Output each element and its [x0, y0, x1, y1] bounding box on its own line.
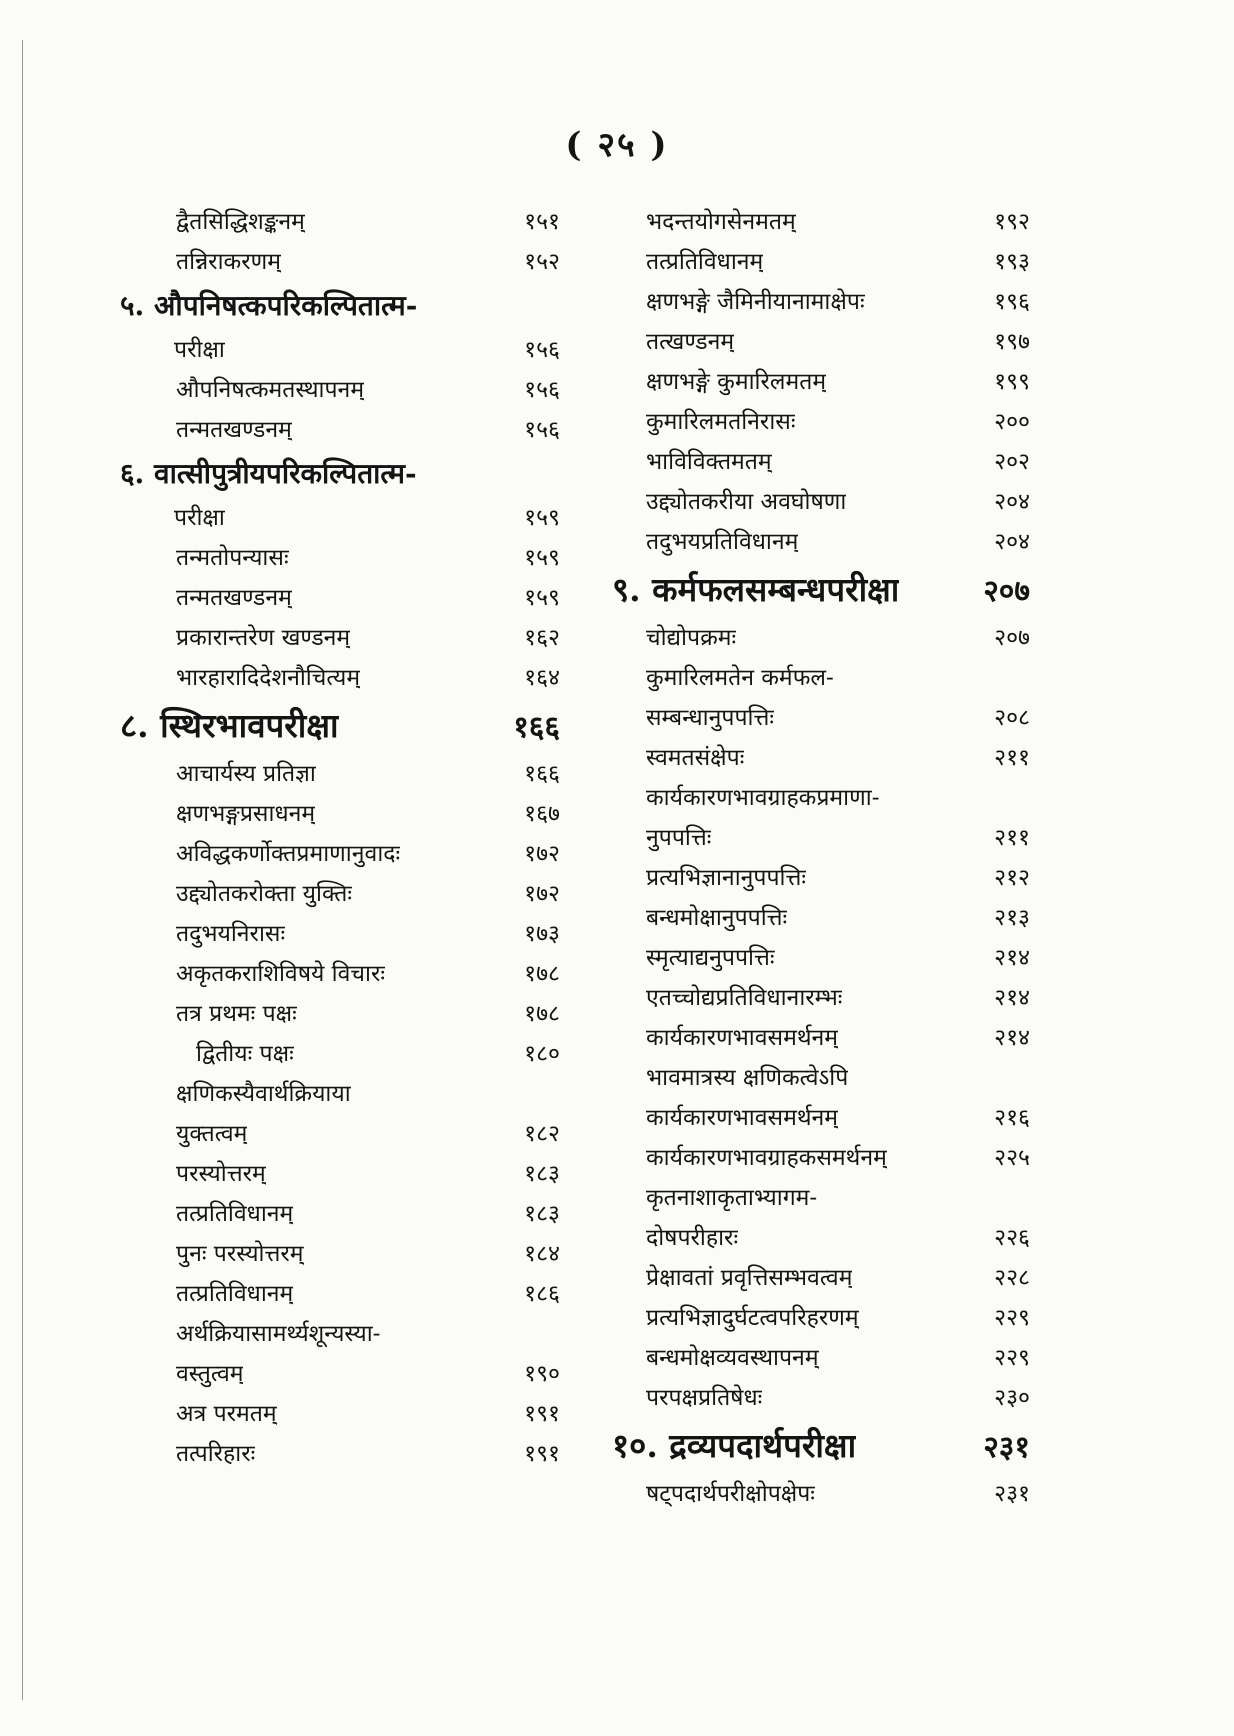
section-title: परीक्षा [174, 337, 225, 363]
entry-title: क्षणभङ्गप्रसाधनम् [176, 801, 316, 827]
contents-entry-row [120, 1274, 560, 1314]
page-ref: २०४ [994, 489, 1030, 515]
entry-title: भाविविक्तमतम् [646, 449, 772, 475]
contents-entry-row [120, 578, 560, 618]
entry-title: तत्खण्डनम् [646, 329, 735, 355]
page-ref: २०७ [994, 625, 1030, 651]
entry-title: अर्थक्रियासामर्थ्यशून्यस्या- [176, 1321, 381, 1347]
entry-title: प्रत्यभिज्ञानानुपपत्तिः [646, 865, 807, 891]
section-title: परीक्षा [174, 505, 225, 531]
contents-entry-row [612, 658, 1030, 698]
contents-entry-row [120, 794, 560, 834]
entry-title: तन्मतखण्डनम् [176, 417, 292, 443]
entry-title: कार्यकारणभावग्राहकप्रमाणा- [646, 785, 880, 811]
contents-entry-row [120, 1194, 560, 1234]
page-ref: १८० [524, 1041, 560, 1067]
page-ref: १५६ [524, 417, 560, 443]
entry-title: परस्योत्तरम् [176, 1161, 266, 1187]
section-heading-row [120, 698, 560, 754]
section-heading-row [120, 498, 560, 538]
section-heading-row [120, 282, 560, 330]
entry-title: तन्निराकरणम् [176, 249, 281, 275]
contents-entry-row [612, 738, 1030, 778]
page-ref: २११ [994, 745, 1030, 771]
contents-entry-row [612, 522, 1030, 562]
page-ref: २१४ [994, 1025, 1030, 1051]
contents-entry-row [120, 994, 560, 1034]
section-heading-row [120, 450, 560, 498]
entry-title: बन्धमोक्षव्यवस्थापनम् [646, 1345, 819, 1371]
page-ref: १८३ [524, 1201, 560, 1227]
contents-entry-row [120, 1394, 560, 1434]
entry-title: चोद्योपक्रमः [646, 625, 737, 651]
page-ref: १६२ [524, 625, 560, 651]
entry-title: उद्द्योतकरीया अवघोषणा [646, 489, 847, 515]
page-ref: २३० [994, 1385, 1030, 1411]
entry-title: तत्परिहारः [176, 1441, 256, 1467]
entry-title: परपक्षप्रतिषेधः [646, 1385, 763, 1411]
entry-title: तत्प्रतिविधानम् [176, 1281, 294, 1307]
entry-title: स्मृत्याद्यनुपपत्तिः [646, 945, 775, 971]
contents-entry-row [120, 658, 560, 698]
contents-entry-row [612, 1258, 1030, 1298]
page-ref: २१४ [994, 945, 1030, 971]
entry-title: तत्प्रतिविधानम् [176, 1201, 294, 1227]
page-ref: १५९ [524, 585, 560, 611]
contents-entry-row [612, 322, 1030, 362]
binding-edge-line [22, 40, 23, 1700]
page-ref: १६६ [513, 710, 560, 745]
entry-title: नुपपत्तिः [646, 825, 712, 851]
contents-entry-row [120, 754, 560, 794]
entry-title: द्वैतसिद्धिशङ्कनम् [176, 209, 305, 235]
page-number: ( २५ ) [565, 125, 669, 165]
contents-entry-row [120, 538, 560, 578]
contents-column-left [120, 202, 560, 1474]
page-ref: २१६ [994, 1105, 1030, 1131]
entry-title: औपनिषत्कमतस्थापनम् [176, 377, 365, 403]
contents-entry-row [612, 938, 1030, 978]
contents-entry-row [612, 402, 1030, 442]
page-ref: १८३ [524, 1161, 560, 1187]
entry-title: सम्बन्धानुपपत्तिः [646, 705, 775, 731]
section-title: ९. कर्मफलसम्बन्धपरीक्षा [612, 570, 900, 609]
contents-entry-row [612, 698, 1030, 738]
contents-entry-row [612, 1474, 1030, 1514]
page-ref: २१३ [994, 905, 1030, 931]
contents-entry-row [612, 858, 1030, 898]
page-ref: २२८ [994, 1265, 1030, 1291]
contents-entry-row [120, 1154, 560, 1194]
page-ref: २०८ [994, 705, 1030, 731]
contents-entry-row [612, 818, 1030, 858]
page-ref: १५९ [524, 505, 560, 531]
entry-title: प्रत्यभिज्ञादुर्घटत्वपरिहरणम् [646, 1305, 859, 1331]
contents-entry-row [612, 778, 1030, 818]
page-ref: २३१ [994, 1481, 1030, 1507]
page-ref: २११ [994, 825, 1030, 851]
contents-entry-row [120, 1114, 560, 1154]
page-ref: १९९ [994, 369, 1030, 395]
contents-entry-row [120, 1074, 560, 1114]
page-ref: १५६ [524, 337, 560, 363]
entry-title: दोषपरीहारः [646, 1225, 739, 1251]
contents-entry-row [612, 1298, 1030, 1338]
page-ref: १८२ [524, 1121, 560, 1147]
page-ref: १७२ [524, 881, 560, 907]
entry-title: बन्धमोक्षानुपपत्तिः [646, 905, 788, 931]
contents-entry-row [120, 954, 560, 994]
contents-entry-row [120, 410, 560, 450]
section-title: १०. द्रव्यपदार्थपरीक्षा [612, 1426, 857, 1465]
page-ref: १८४ [524, 1241, 560, 1267]
contents-entry-row [612, 1338, 1030, 1378]
page-ref: १९३ [994, 249, 1030, 275]
contents-entry-row [120, 618, 560, 658]
entry-title: कार्यकारणभावसमर्थनम् [646, 1105, 839, 1131]
page-ref: २०२ [994, 449, 1030, 475]
contents-entry-row [120, 370, 560, 410]
entry-title: प्रकारान्तरेण खण्डनम् [176, 625, 351, 651]
contents-entry-row [612, 1218, 1030, 1258]
section-heading-row [612, 562, 1030, 618]
contents-entry-row [612, 618, 1030, 658]
page-ref: १६४ [524, 665, 560, 691]
contents-entry-row [120, 1434, 560, 1474]
entry-title: तदुभयप्रतिविधानम् [646, 529, 799, 555]
page-ref: १९६ [994, 289, 1030, 315]
entry-title: उद्द्योतकरोक्ता युक्तिः [176, 881, 353, 907]
entry-title: पुनः परस्योत्तरम् [176, 1241, 304, 1267]
entry-title: तन्मतोपन्यासः [176, 545, 289, 571]
contents-entry-row [612, 482, 1030, 522]
page-ref: २०७ [983, 574, 1030, 609]
page-ref: २०० [994, 409, 1030, 435]
contents-entry-row [612, 362, 1030, 402]
entry-title: आचार्यस्य प्रतिज्ञा [176, 761, 316, 787]
contents-entry-row [612, 1378, 1030, 1418]
page-ref: २२५ [994, 1145, 1030, 1171]
entry-title: कुमारिलमतनिरासः [646, 409, 796, 435]
page-ref: १५२ [524, 249, 560, 275]
contents-entry-row [120, 202, 560, 242]
contents-entry-row [120, 1234, 560, 1274]
page-ref: १७८ [524, 1001, 560, 1027]
entry-title: तत्र प्रथमः पक्षः [176, 1001, 297, 1027]
entry-title: क्षणभङ्गे जैमिनीयानामाक्षेपः [646, 289, 865, 315]
entry-title: द्वितीयः पक्षः [196, 1041, 294, 1067]
contents-entry-row [120, 1354, 560, 1394]
page-ref: १७८ [524, 961, 560, 987]
contents-entry-row [120, 1034, 560, 1074]
contents-entry-row [612, 202, 1030, 242]
entry-title: स्वमतसंक्षेपः [646, 745, 745, 771]
page-ref: १९७ [994, 329, 1030, 355]
contents-entry-row [612, 242, 1030, 282]
contents-entry-row [612, 1058, 1030, 1098]
contents-entry-row [612, 1018, 1030, 1058]
entry-title: अकृतकराशिविषये विचारः [176, 961, 386, 987]
page-ref: २२९ [994, 1305, 1030, 1331]
entry-title: तत्प्रतिविधानम् [646, 249, 764, 275]
contents-entry-row [120, 914, 560, 954]
contents-entry-row [612, 898, 1030, 938]
page-ref: १५९ [524, 545, 560, 571]
contents-entry-row [612, 442, 1030, 482]
entry-title: कार्यकारणभावग्राहकसमर्थनम् [646, 1145, 887, 1171]
entry-title: प्रेक्षावतां प्रवृत्तिसम्भवत्वम् [646, 1265, 853, 1291]
entry-title: क्षणभङ्गे कुमारिलमतम् [646, 369, 827, 395]
page-ref: १६७ [524, 801, 560, 827]
page-ref: १८६ [524, 1281, 560, 1307]
entry-title: कार्यकारणभावसमर्थनम् [646, 1025, 839, 1051]
page-ref: १७२ [524, 841, 560, 867]
contents-column-right [612, 202, 1030, 1514]
entry-title: षट्पदार्थपरीक्षोपक्षेपः [646, 1481, 815, 1507]
entry-title: तन्मतखण्डनम् [176, 585, 292, 611]
page-ref: १९१ [524, 1401, 560, 1427]
entry-title: एतच्चोद्यप्रतिविधानारम्भः [646, 985, 843, 1011]
contents-entry-row [120, 874, 560, 914]
section-heading-row [612, 1418, 1030, 1474]
entry-title: क्षणिकस्यैवार्थक्रियाया [176, 1081, 351, 1107]
section-title: ५. औपनिषत्कपरिकल्पितात्म- [120, 289, 418, 322]
entry-title: भावमात्रस्य क्षणिकत्वेऽपि [646, 1065, 849, 1091]
contents-entry-row [612, 1178, 1030, 1218]
page-ref: १७३ [524, 921, 560, 947]
entry-title: अविद्धकर्णोक्तप्रमाणानुवादः [176, 841, 401, 867]
page-ref: २१४ [994, 985, 1030, 1011]
entry-title: भदन्तयोगसेनमतम् [646, 209, 796, 235]
section-heading-row [120, 330, 560, 370]
entry-title: युक्तत्वम् [176, 1121, 248, 1147]
page-ref: १९१ [524, 1441, 560, 1467]
contents-entry-row [612, 978, 1030, 1018]
contents-entry-row [120, 1314, 560, 1354]
section-title: ६. वात्सीपुत्रीयपरिकल्पितात्म- [120, 457, 417, 490]
entry-title: कृतनाशाकृताभ्यागम- [646, 1185, 818, 1211]
contents-entry-row [120, 242, 560, 282]
page-ref: १५१ [524, 209, 560, 235]
page-ref: १६६ [524, 761, 560, 787]
page-ref: २०४ [994, 529, 1030, 555]
contents-entry-row [612, 1138, 1030, 1178]
entry-title: वस्तुत्वम् [176, 1361, 244, 1387]
entry-title: अत्र परमतम् [176, 1401, 277, 1427]
entry-title: कुमारिलमतेन कर्मफल- [646, 665, 834, 691]
page-ref: २२९ [994, 1345, 1030, 1371]
section-title: ८. स्थिरभावपरीक्षा [120, 706, 339, 745]
page-ref: २२६ [994, 1225, 1030, 1251]
entry-title: तदुभयनिरासः [176, 921, 286, 947]
page-ref: १५६ [524, 377, 560, 403]
page-ref: २३१ [983, 1430, 1030, 1465]
entry-title: भारहारादिदेशनौचित्यम् [176, 665, 361, 691]
page-ref: २१२ [994, 865, 1030, 891]
contents-entry-row [612, 282, 1030, 322]
contents-entry-row [612, 1098, 1030, 1138]
contents-entry-row [120, 834, 560, 874]
page-ref: १९२ [994, 209, 1030, 235]
page-ref: १९० [524, 1361, 560, 1387]
